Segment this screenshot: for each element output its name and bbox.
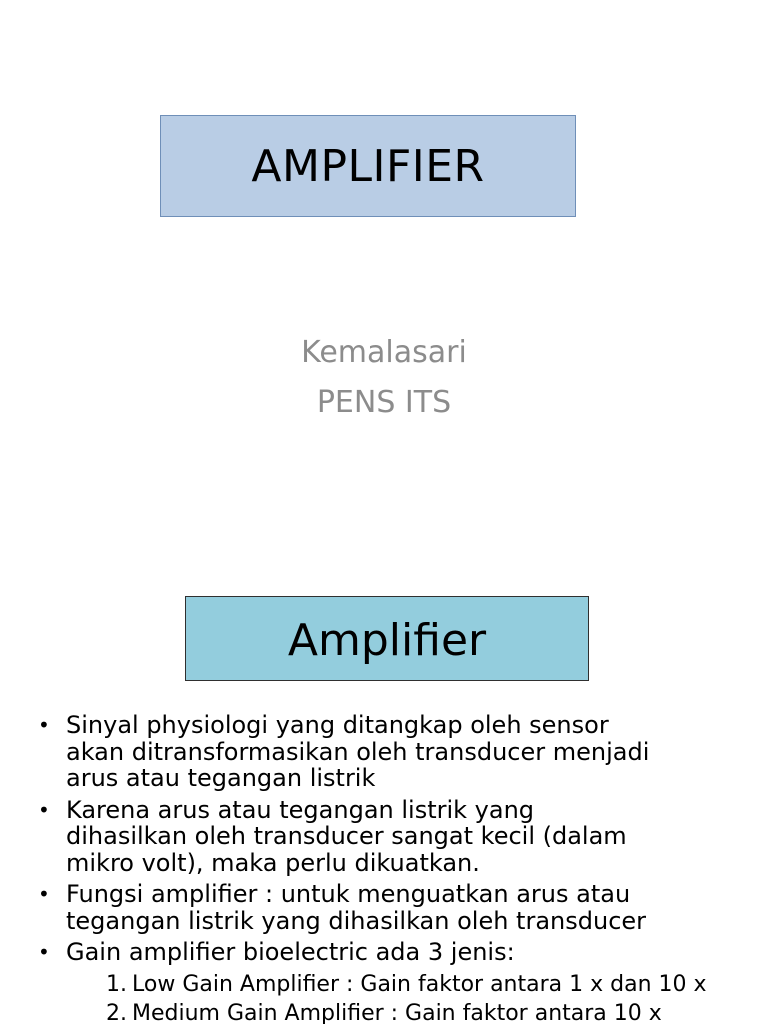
slide2-title: Amplifier (287, 615, 487, 666)
gain-type-number: 2. (106, 1000, 127, 1024)
gain-type-item (106, 999, 756, 1024)
bullet-line: arus atau tegangan listrik (66, 764, 376, 792)
bullet-line: Fungsi amplifier : untuk menguatkan arus atau (66, 880, 631, 908)
gain-type-list (106, 970, 756, 1024)
bullet-dot-icon: • (38, 713, 50, 737)
bullet-line: Gain amplifier bioelectric ada 3 jenis: (66, 938, 515, 966)
bullet-dot-icon: • (38, 940, 50, 964)
gain-type-text: Low Gain Amplifier : Gain faktor antara 1 x dan 10 x (132, 971, 707, 997)
bullet-line: Sinyal physiologi yang ditangkap oleh sensor (66, 711, 609, 739)
slide1-title: AMPLIFIER (251, 140, 485, 192)
bullet-line: mikro volt), maka perlu dikuatkan. (66, 848, 480, 877)
bullet-line: Karena arus atau tegangan listrik yang (66, 795, 535, 824)
slide1-title-box (160, 115, 576, 217)
bullet-item (36, 939, 756, 1024)
slide2-bullet-list (36, 712, 756, 1024)
bullet-item (36, 881, 756, 934)
slide1-institution: PENS ITS (316, 385, 452, 420)
gain-type-item (106, 970, 756, 999)
gain-type-number: 1. (106, 971, 127, 997)
bullet-line: tegangan listrik yang dihasilkan oleh transducer (66, 906, 647, 935)
bullet-line: akan ditransformasikan oleh transducer menjadi (66, 737, 650, 766)
bullet-line: dihasilkan oleh transducer sangat kecil (dalam (66, 822, 627, 850)
bullet-item (36, 797, 756, 877)
slide1-author: Kemalasari (301, 335, 467, 370)
gain-type-text: Medium Gain Amplifier : Gain faktor antara 10 x (132, 1000, 662, 1024)
bullet-dot-icon: • (38, 882, 50, 906)
bullet-dot-icon: • (38, 797, 50, 822)
bullet-item (36, 712, 756, 792)
slide2-title-box (185, 596, 589, 681)
